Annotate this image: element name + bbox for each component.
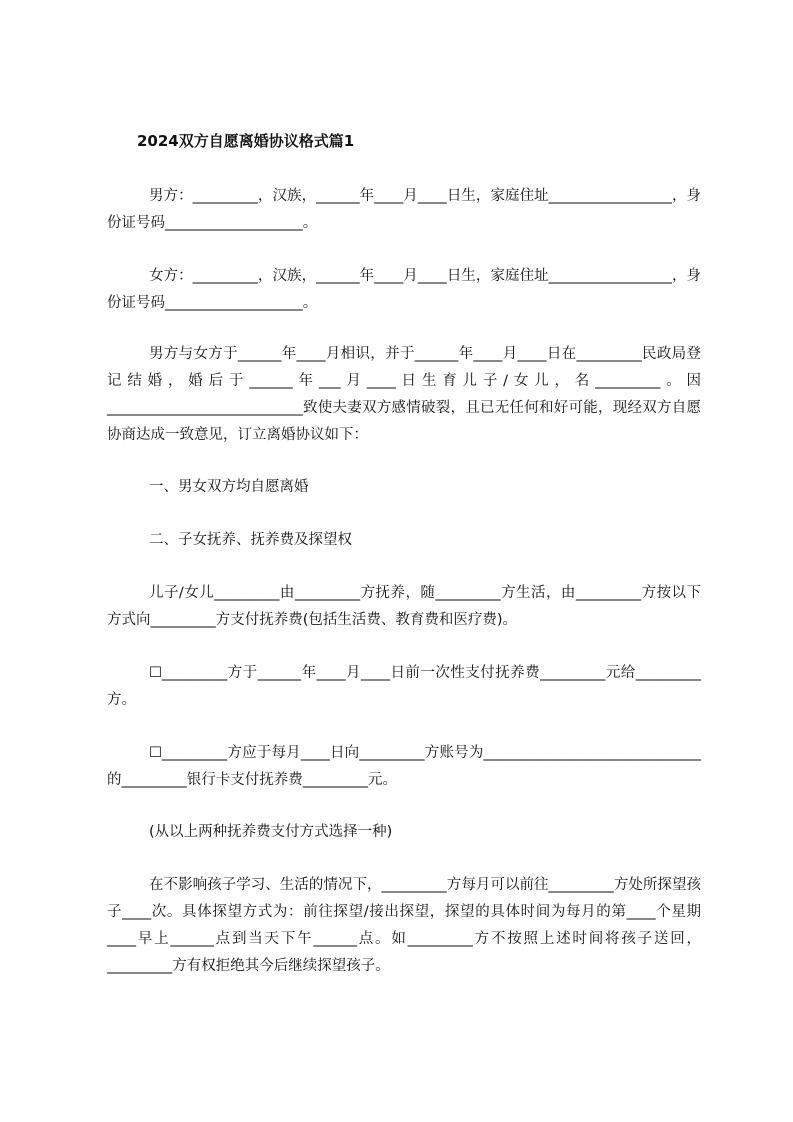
paragraph-wife-info — [107, 263, 701, 317]
paragraph-custody — [107, 580, 701, 634]
paragraph-text: 儿子/女儿_________由_________方抚养，随_________方生活，由_________方按以下方式向_________方支付抚养费(包括生活费、教育费和医疗费)。 — [107, 585, 701, 628]
paragraph-option-monthly — [107, 740, 701, 794]
paragraph-choose-note — [107, 819, 701, 846]
heading-text: 一、男女双方均自愿离婚 — [149, 479, 309, 495]
paragraph-text: 男方：_________，汉族，______年____月____日生，家庭住址_________________，身份证号码___________________。 — [107, 188, 701, 231]
paragraph-text: ☐_________方应于每月____日向_________方账号为______________________________的_________银行卡支付抚养费_________元。 — [107, 745, 701, 788]
paragraph-text: 女方：_________，汉族，______年____月____日生，家庭住址_________________，身份证号码___________________。 — [107, 268, 701, 311]
paragraph-visitation — [107, 872, 701, 980]
paragraph-option-lump-sum — [107, 660, 701, 714]
section-heading-2 — [107, 527, 701, 554]
paragraph-text: 在不影响孩子学习、生活的情况下，_________方每月可以前往_________方处所探望孩子____次。具体探望方式为：前往探望/接出探望，探望的具体时间为每月的第____个星期____早上______点到当天下午______点。如_________方不按照上述时间将孩子送回，_________方有权拒绝其今后继续探望孩子。 — [107, 877, 701, 974]
heading-text: 二、子女抚养、抚养费及探望权 — [149, 532, 352, 548]
section-heading-1 — [107, 474, 701, 501]
paragraph-text: 男方与女方于______年____月相识，并于______年____月____日在_________民政局登记结婚，婚后于______年___月____日生育儿子/女儿，名_________。因___________________________致使夫妻双方感情破裂，且已无任何和好可能，现经双方自愿协商达成一致意见，订立离婚协议如下： — [107, 346, 701, 443]
paragraph-husband-info — [107, 183, 701, 237]
paragraph-text: ☐_________方于______年____月____日前一次性支付抚养费_________元给_________方。 — [107, 665, 701, 708]
document-title: 2024双方自愿离婚协议格式篇1 — [137, 132, 355, 150]
paragraph-marriage-history — [107, 341, 701, 449]
paragraph-text: (从以上两种抚养费支付方式选择一种) — [149, 824, 393, 840]
